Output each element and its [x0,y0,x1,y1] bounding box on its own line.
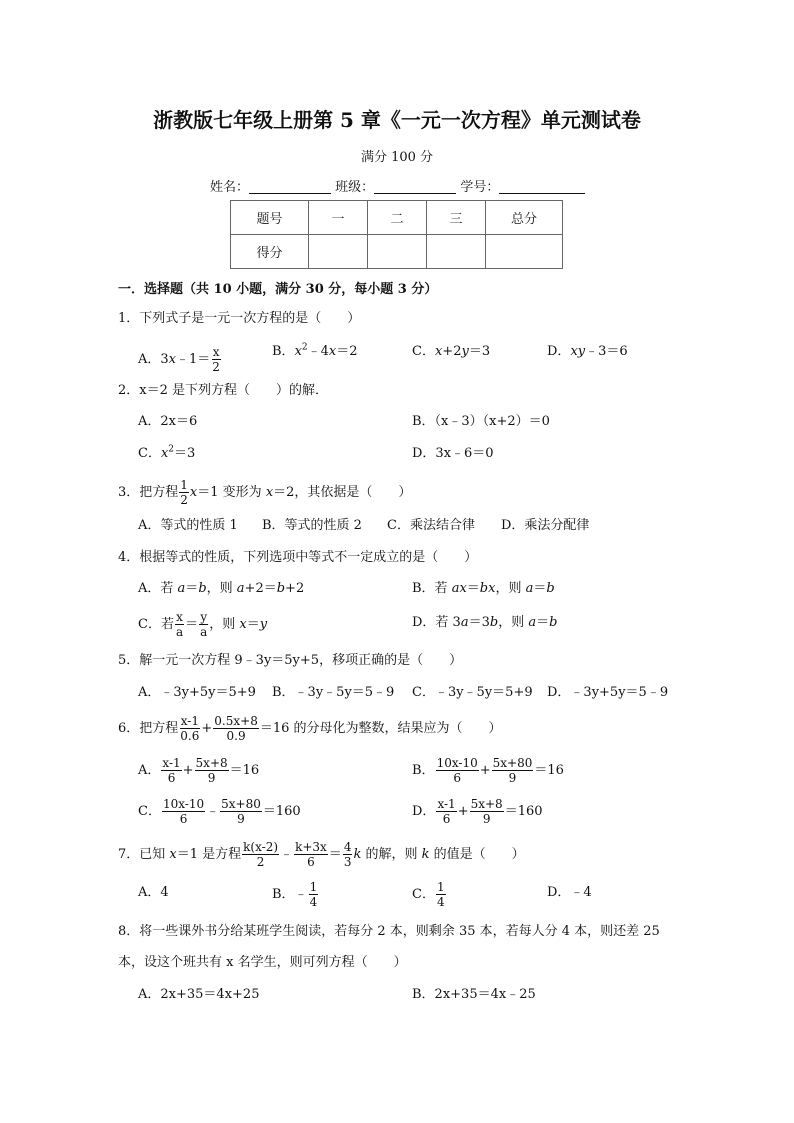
q5-option-b[interactable]: B．﹣3y﹣5y＝5﹣9 [272,685,395,700]
q6-option-b[interactable]: B． $\frac{10x-10}{6}$ + $\frac{5x+80}{9}$ ＝16 [412,756,564,785]
question-8-stem-line2: 本，设这个班共有 x 名学生，则可列方程（ ） [118,955,407,970]
q6-option-d[interactable]: D． $\frac{x-1}{6}$ + $\frac{5x+8}{9}$ ＝160 [412,797,543,826]
q2-option-d[interactable]: D．3x﹣6＝0 [412,446,494,461]
class-blank[interactable] [374,179,456,194]
table-cell: 二 [368,201,427,235]
q2-option-b[interactable]: B．（x﹣3）（x+2）＝0 [412,414,550,429]
q1-option-c[interactable]: C．x+2y＝3 [412,344,491,359]
q3-option-a[interactable]: A．等式的性质 1 [138,518,238,533]
table-cell: 总分 [486,201,563,235]
q5-option-d[interactable]: D．﹣3y+5y＝5﹣9 [547,685,669,700]
score-input-cell[interactable] [486,235,563,269]
table-cell: 三 [427,201,486,235]
question-7-stem: 7．已知 x＝1 是方程 $\frac{k(x-2)}{2}$ ﹣ $\frac{k+3x}{6}$ ＝ $\frac{4}{3}$ k 的解，则 k 的值是（ ） [118,840,525,869]
q1-option-a[interactable]: A．3x﹣1＝ $\frac{x}{2}$ [138,345,220,374]
q4-option-a[interactable]: A．若 a＝b，则 a+2＝b+2 [138,581,305,596]
q3-option-d[interactable]: D．乘法分配律 [501,518,590,533]
id-label: 学号： [460,180,500,195]
table-cell: 得分 [231,235,309,269]
question-3-stem: 3．把方程 $\frac{1}{2}$ x＝1 变形为 x＝2，其依据是（ ） [118,478,412,507]
q1-option-d[interactable]: D．xy﹣3＝6 [547,344,628,359]
q7-option-d[interactable]: D．﹣4 [547,885,592,900]
class-label: 班级： [335,180,375,195]
q1-option-b[interactable]: B．$x^2﹣4x=2$ [272,342,358,359]
q6-option-a[interactable]: A． $\frac{x-1}{6}$ + $\frac{5x+8}{9}$ ＝16 [138,756,260,785]
page-title: 浙教版七年级上册第 5 章《一元一次方程》单元测试卷 [153,108,641,132]
q5-option-a[interactable]: A．﹣3y+5y＝5+9 [138,685,256,700]
q8-option-a[interactable]: A．2x+35＝4x+25 [138,987,260,1002]
q4-option-d[interactable]: D．若 3a＝3b，则 a＝b [412,615,558,630]
question-1-stem: 1．下列式子是一元一次方程的是（ ） [118,311,361,326]
q2-option-a[interactable]: A．2x＝6 [138,414,198,429]
full-score-note: 满分 100 分 [360,150,434,165]
score-input-cell[interactable] [427,235,486,269]
q7-option-a[interactable]: A．4 [138,885,169,900]
name-blank[interactable] [249,179,331,194]
q4-option-b[interactable]: B．若 ax＝bx，则 a＝b [412,581,555,596]
section-heading: 一．选择题（共 10 小题，满分 30 分，每小题 3 分） [118,282,438,297]
q5-option-c[interactable]: C．﹣3y﹣5y＝5+9 [412,685,533,700]
score-input-cell[interactable] [368,235,427,269]
id-blank[interactable] [499,179,585,194]
question-2-stem: 2．x＝2 是下列方程（ ）的解． [118,383,329,398]
score-table-header-row [231,201,563,235]
question-5-stem: 5．解一元一次方程 9﹣3y＝5y+5，移项正确的是（ ） [118,653,463,668]
q8-option-b[interactable]: B．2x+35＝4x﹣25 [412,987,536,1002]
question-8-stem-line1: 8．将一些课外书分给某班学生阅读，若每分 2 本，则剩余 35 本，若每人分 4 本，则还差 25 [118,924,660,939]
name-label: 姓名： [210,180,250,195]
q7-option-c[interactable]: C． $\frac{1}{4}$ [412,880,445,909]
table-cell: 题号 [231,201,309,235]
q7-option-b[interactable]: B．﹣ $\frac{1}{4}$ [272,880,318,909]
table-cell: 一 [309,201,368,235]
score-table [230,200,563,269]
question-6-stem: 6．把方程 $\frac{x-1}{0.6}$ + $\frac{0.5x+8}{0.9}$ ＝16 的分母化为整数，结果应为（ ） [118,714,502,743]
q3-option-c[interactable]: C．乘法结合律 [387,518,475,533]
score-table-score-row [231,235,563,269]
score-input-cell[interactable] [309,235,368,269]
q2-option-c[interactable]: C．$x^2=3$ [138,444,196,461]
q6-option-c[interactable]: C． $\frac{10x-10}{6}$ ﹣ $\frac{5x+80}{9}$ ＝160 [138,797,301,826]
q4-option-c[interactable]: C．若 $\frac{x}{a}$ ＝ $\frac{y}{a}$ ，则 x＝y [138,610,268,639]
student-info-line [210,176,585,195]
q3-option-b[interactable]: B．等式的性质 2 [262,518,362,533]
question-4-stem: 4．根据等式的性质，下列选项中等式不一定成立的是（ ） [118,550,478,565]
